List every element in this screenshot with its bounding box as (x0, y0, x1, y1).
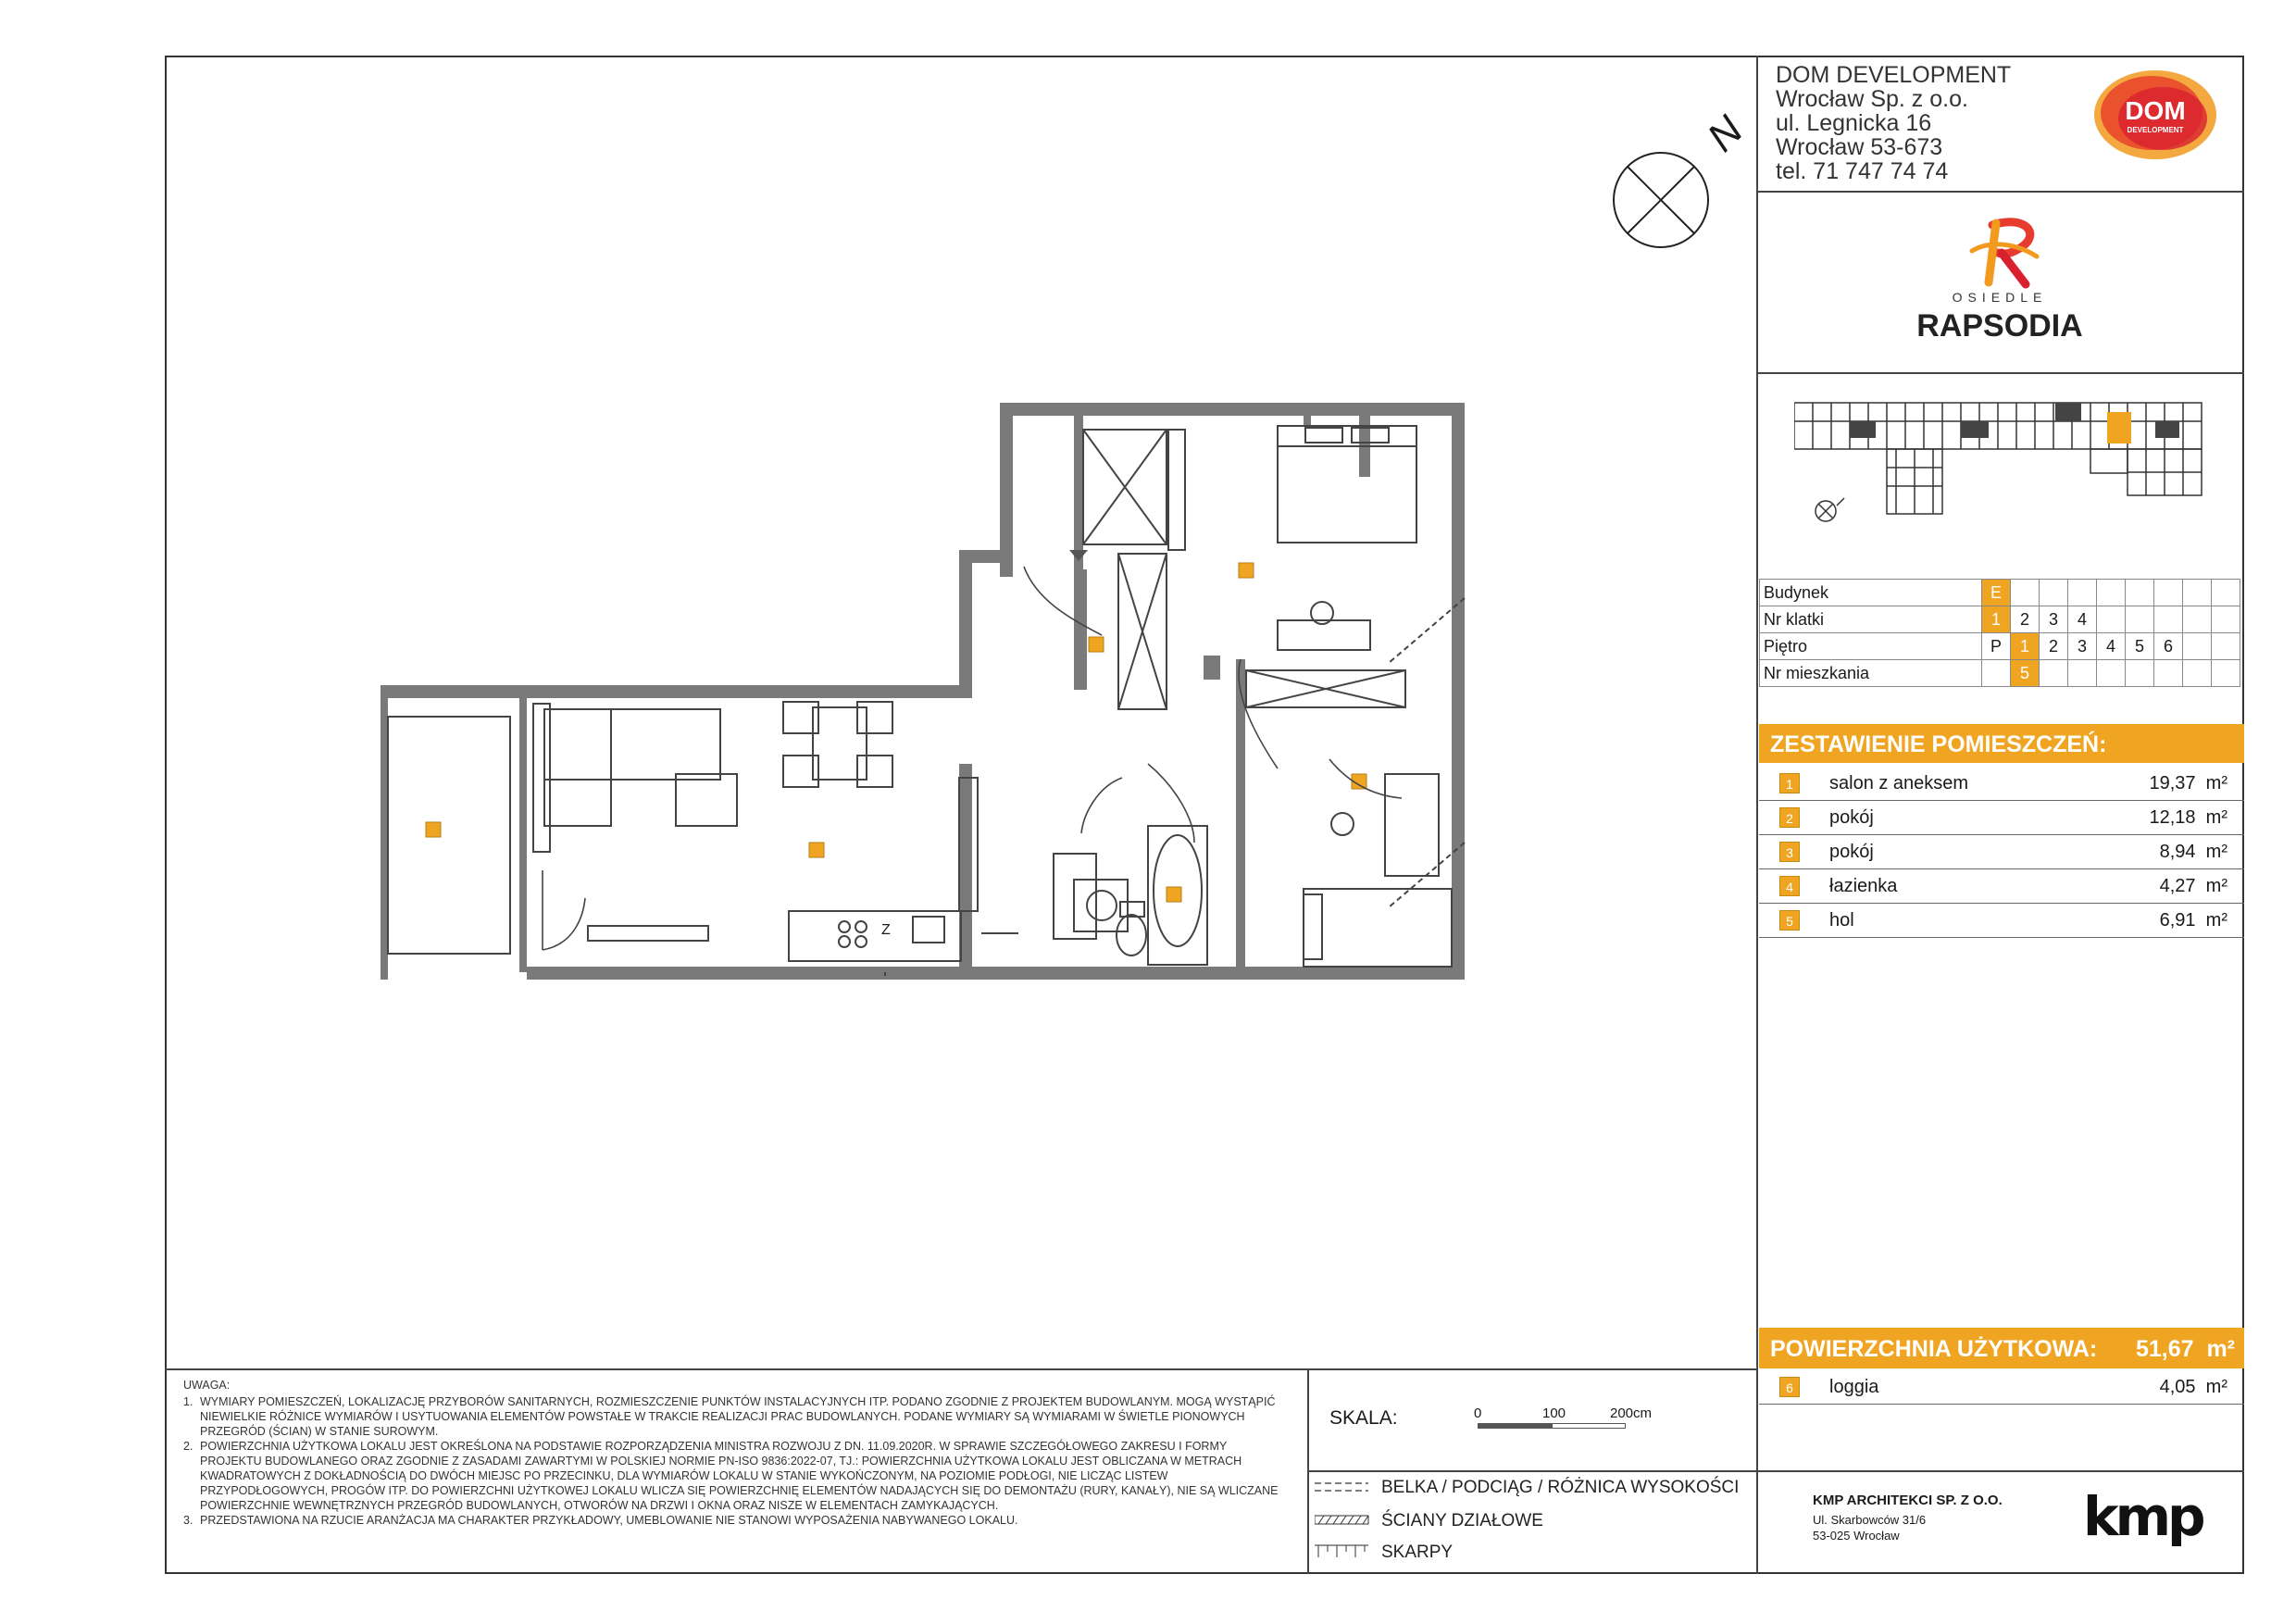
room-area: 19,37 m² (2149, 773, 2227, 793)
info-cell: 2 (2011, 606, 2040, 633)
info-cell (2183, 580, 2212, 606)
info-cell: 3 (2040, 606, 2068, 633)
info-cell (2183, 606, 2212, 633)
apartment-info-table (1759, 579, 2240, 687)
company-divider (1756, 191, 2244, 193)
dom-development-logo (2090, 67, 2220, 163)
company-line: tel. 71 747 74 74 (1776, 158, 1949, 184)
room-number: 6 (1779, 1377, 1800, 1397)
info-cell (2126, 580, 2154, 606)
info-cell (2212, 606, 2240, 633)
scale-tick-100: 100 (1542, 1405, 1566, 1421)
info-cell (2154, 606, 2183, 633)
scale-tick-200: 200cm (1610, 1405, 1653, 1421)
info-cell (2097, 660, 2126, 687)
dom-logo-subtext: DEVELOPMENT (2127, 126, 2184, 134)
info-cell (2154, 660, 2183, 687)
rapsodia-logo (1907, 208, 2092, 356)
info-cell (1982, 660, 2011, 687)
scale-tick-0: 0 (1474, 1405, 1482, 1421)
room-area: 4,05 m² (2159, 1377, 2227, 1397)
company-address (1776, 63, 2011, 183)
info-cell (2126, 660, 2154, 687)
total-area-label: POWIERZCHNIA UŻYTKOWA: (1770, 1336, 2098, 1362)
rooms-header (1759, 724, 2244, 763)
scale-bar (1474, 1405, 1653, 1433)
room-row (1759, 767, 2244, 801)
info-cell: 4 (2068, 606, 2097, 633)
info-cell-selected: 1 (1982, 606, 2011, 633)
info-row-budynek (1760, 580, 2240, 606)
info-row-pietro (1760, 633, 2240, 660)
project-logo-divider (1756, 372, 2244, 374)
room-area: 4,27 m² (2159, 876, 2227, 896)
room-row (1759, 869, 2244, 904)
floor-plan (370, 398, 1518, 981)
info-cell-selected: E (1982, 580, 2011, 606)
rapsodia-logo-small: OSIEDLE (1952, 290, 2048, 305)
info-cell (2097, 580, 2126, 606)
info-cell: 3 (2068, 633, 2097, 660)
company-line: Wrocław Sp. z o.o. (1776, 86, 1968, 112)
info-cell (2011, 580, 2040, 606)
legend-walls-label: ŚCIANY DZIAŁOWE (1381, 1511, 1543, 1530)
room-name: loggia (1829, 1377, 1879, 1397)
legend-beam (1315, 1478, 1372, 1501)
key-plan (1794, 394, 2220, 551)
info-label: Nr klatki (1760, 606, 1982, 633)
room-number: 5 (1779, 910, 1800, 931)
info-cell (2097, 606, 2126, 633)
rapsodia-logo-mark (1907, 208, 2092, 301)
info-cell: 6 (2154, 633, 2183, 660)
room-name: salon z aneksem (1829, 773, 1969, 793)
room-area: 12,18 m² (2149, 807, 2227, 828)
info-cell (2040, 660, 2068, 687)
company-line: DOM DEVELOPMENT (1776, 62, 2012, 88)
info-label: Nr mieszkania (1760, 660, 1982, 687)
architect-address2: 53-025 Wrocław (1813, 1529, 1900, 1543)
north-label: N (1698, 107, 1753, 161)
room-name: pokój (1829, 842, 1874, 862)
notes-title: UWAGA: (183, 1379, 231, 1392)
room-number: 2 (1779, 807, 1800, 828)
info-cell-selected: 5 (2011, 660, 2040, 687)
kmp-logo: kmp (2083, 1485, 2202, 1548)
architect-address1: Ul. Skarbowców 31/6 (1813, 1513, 1927, 1527)
info-label: Budynek (1760, 580, 1982, 606)
legend-scale-divider (1307, 1470, 1757, 1472)
rooms-header-text: ZESTAWIENIE POMIESZCZEŃ: (1770, 731, 2107, 757)
info-cell: 5 (2126, 633, 2154, 660)
total-area-bar (1759, 1328, 2244, 1368)
room-row (1759, 835, 2244, 869)
info-cell (2040, 580, 2068, 606)
loggia-row (1759, 1370, 2244, 1405)
info-cell-selected: 1 (2011, 633, 2040, 660)
room-name: łazienka (1829, 876, 1898, 896)
legend-slopes (1315, 1543, 1372, 1566)
info-cell (2068, 660, 2097, 687)
architect-name: KMP ARCHITEKCI SP. Z O.O. (1813, 1493, 2003, 1508)
legend-slopes-label: SKARPY (1381, 1543, 1454, 1562)
room-number: 4 (1779, 876, 1800, 896)
info-cell (2126, 606, 2154, 633)
room-number: 1 (1779, 773, 1800, 793)
info-cell (2183, 660, 2212, 687)
fridge-mark: Z (881, 922, 891, 938)
room-area: 6,91 m² (2159, 910, 2227, 931)
slope-symbol (1315, 1543, 1372, 1561)
partition-wall-symbol (1315, 1512, 1372, 1529)
dom-logo-text: DOM (2125, 96, 2186, 125)
note-item: 2. POWIERZCHNIA UŻYTKOWA LOKALU JEST OKREŚLONA NA PODSTAWIE ROZPORZĄDZENIA MINISTRA ROZWOJU Z DN. 11.09.2020R. W SPRAWIE SZCZEGÓŁOWEGO ZAKRESU I FORMY PROJEKTU BUDOWLANEGO ORAZ ZGODNIE Z ZASADAMI ZAWARTYMI W POLSKIEJ NORMIE PN-ISO 9836:2022-07, TJ.: POWIERZCHNIA UŻYTKOWA LOKALU JEST OBLICZANA W METRACH KWADRATOWYCH Z DOKŁADNOŚCIĄ DO DWÓCH MIEJSC PO PRZECINKU, DLA WYMIARÓW LOKALU W STANIE WYKOŃCZONYM, NA POZIOMIE PODŁOGI, NIE LICZĄC LISTEW PRZYPODŁOGOWYCH, PROGÓW ITP. DO POWIERZCHNI UŻYTKOWEJ LOKALU WLICZA SIĘ POWIERZCHNIĘ ELEMENTÓW NADAJĄCYCH SIĘ DO DEMONTAŻU (RURY, KANAŁY), NIE SĄ WLICZANE POWIERZCHNIE WEWNĘTRZNYCH PRZEGRÓD BUDOWLANYCH, OTWORÓW NA DRZWI I OKNA ORAZ NISZE W ELEMENTACH ZAMYKAJĄCYCH. (183, 1440, 1279, 1512)
scale-label: SKALA: (1329, 1407, 1398, 1429)
info-label: Piętro (1760, 633, 1982, 660)
room-row (1759, 801, 2244, 835)
info-row-mieszkanie (1760, 660, 2240, 687)
info-cell (2212, 660, 2240, 687)
info-cell (2212, 580, 2240, 606)
beam-symbol (1315, 1478, 1372, 1496)
north-arrow (1611, 104, 1759, 252)
info-cell (2154, 580, 2183, 606)
room-name: pokój (1829, 807, 1874, 828)
info-cell (2212, 633, 2240, 660)
room-name: hol (1829, 910, 1854, 931)
room-number: 3 (1779, 842, 1800, 862)
title-block-divider (1756, 56, 1758, 1574)
info-cell (2068, 580, 2097, 606)
architect-divider (1756, 1470, 2244, 1472)
company-line: Wrocław 53-673 (1776, 134, 1943, 160)
info-cell: P (1982, 633, 2011, 660)
total-area-value: 51,67 m² (2135, 1336, 2235, 1362)
company-line: ul. Legnicka 16 (1776, 110, 1932, 136)
info-cell: 4 (2097, 633, 2126, 660)
rapsodia-logo-name: RAPSODIA (1916, 308, 2083, 344)
room-row (1759, 904, 2244, 938)
legend-beam-label: BELKA / PODCIĄG / RÓŻNICA WYSOKOŚCI (1381, 1478, 1740, 1497)
note-item: 1. WYMIARY POMIESZCZEŃ, LOKALIZACJĘ PRZYBORÓW SANITARNYCH, ROZMIESZCZENIE PUNKTÓW INSTALACYJNYCH ITP. PODANO ZGODNIE Z PROJEKTEM BUDOWLANYM. MOGĄ WYSTĄPIĆ NIEWIELKIE RÓŻNICE WYMIARÓW I USYTUOWANIA ELEMENTÓW POWSTAŁE W TRAKCIE REALIZACJI PRAC BUDOWLANYCH. PODANE WYMIARY SĄ WYMIARAMI W ŚWIETLE PIONOWYCH PRZEGRÓD (ŚCIAN) W STANIE SUROWYM. (183, 1395, 1276, 1438)
notes-block (183, 1378, 1290, 1528)
legend-walls (1315, 1512, 1372, 1533)
info-cell: 2 (2040, 633, 2068, 660)
info-row-klatka (1760, 606, 2240, 633)
room-area: 8,94 m² (2159, 842, 2227, 862)
info-cell (2183, 633, 2212, 660)
notes-divider (165, 1368, 1757, 1370)
note-item: 3. PRZEDSTAWIONA NA RZUCIE ARANŻACJA MA CHARAKTER PRZYKŁADOWY, UMEBLOWANIE NIE STANOWI WYPOSAŻENIA NABYWANEGO LOKALU. (183, 1514, 1018, 1527)
